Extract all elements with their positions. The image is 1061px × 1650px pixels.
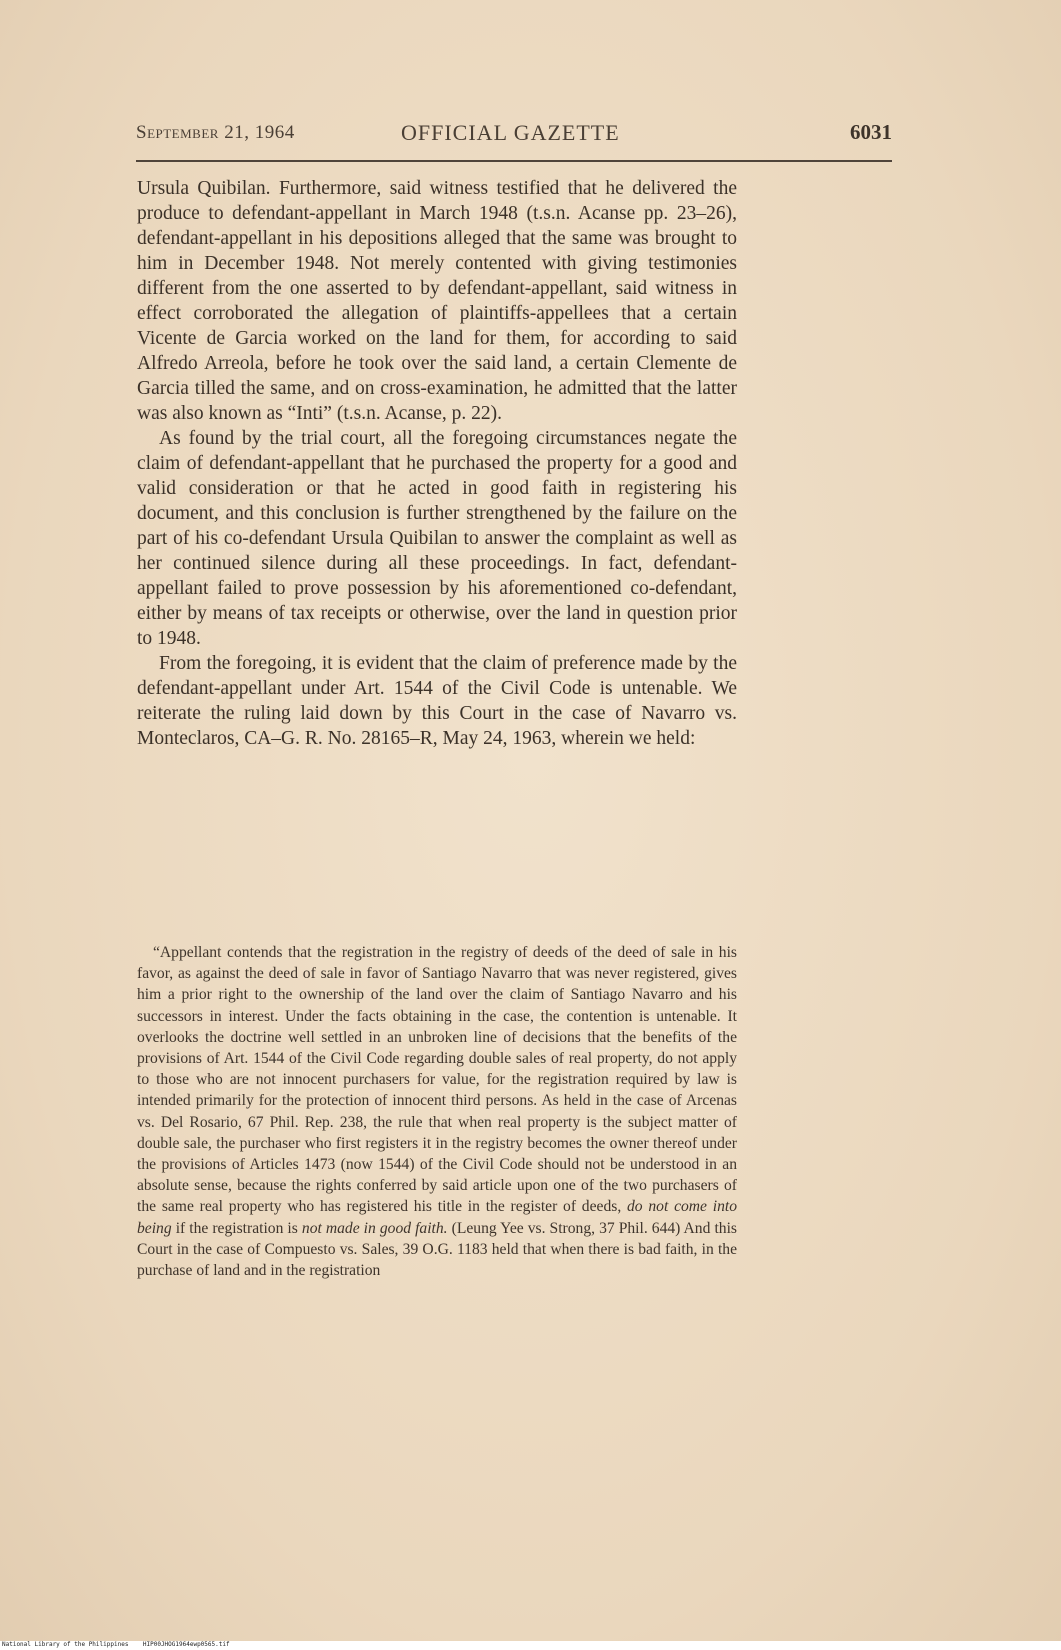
header-rule bbox=[136, 160, 892, 162]
paragraph-2: As found by the trial court, all the foregoing circumstances negate the claim of defendant-appellant that he purchased the property for a good and valid consideration or that he acted in good faith in registering his document, and this conclusion is further strengthened by the failure on the part of his co-defendant Ursula Quibilan to answer the complaint as well as her continued silence during all these proceedings. In fact, defendant-appellant failed to prove possession by his aforementioned co-defendant, either by means of tax receipts or otherwise, over the land in question prior to 1948. bbox=[137, 428, 737, 649]
quote-text-3: (Leung Yee vs. Strong, 37 Phil. 644) And this Court in the case of Compuesto vs. Sales, 39 O.G. 1183 held that when there is bad faith, in the purchase of land and in the registration bbox=[137, 1219, 737, 1280]
block-quote bbox=[137, 942, 737, 1281]
quote-italic-2: not made in good faith. bbox=[301, 1219, 448, 1237]
scan-footer-label: National Library of the Philippines HIP00JHOG1964ewp0565.tif bbox=[2, 1641, 230, 1648]
paragraph-3: From the foregoing, it is evident that the claim of preference made by the defendant-appellant under Art. 1544 of the Civil Code is untenable. We reiterate the ruling laid down by this Court in the case of Navarro vs. Monteclaros, CA–G. R. No. 28165–R, May 24, 1963, wherein we held: bbox=[137, 653, 737, 749]
quote-text-1: “Appellant contends that the registration in the registry of deeds of the deed of sale in his favor, as against the deed of sale in favor of Santiago Navarro that was never registered, gives him a prior right to the ownership of the land over the claim of Santiago Navarro and his successors in interest. Under the facts obtaining in the case, the contention is untenable. It overlooks the doctrine well settled in an unbroken line of decisions that the benefits of the provisions of Art. 1544 of the Civil Code regarding double sales of real property, do not apply to those who are not innocent purchasers for value, for the registration required by law is intended primarily for the protection of innocent third persons. As held in the case of Arcenas vs. Del Rosario, 67 Phil. Rep. 238, the rule that when real property is the subject matter of double sale, the purchaser who first registers it in the registry becomes the owner thereof under the provisions of Articles 1473 (now 1544) of the Civil Code should not be understood in an absolute sense, because the rights conferred by said article upon one of the two purchasers of the same real property who has registered his title in the register of deeds, bbox=[137, 944, 737, 1216]
quote-italic-1: do not come into being bbox=[137, 1198, 737, 1237]
header-date: September 21, 1964 bbox=[136, 122, 295, 143]
quote-text-2: if the registration is bbox=[175, 1219, 298, 1237]
paragraph-1: Ursula Quibilan. Furthermore, said witness testified that he delivered the produce to defendant-appellant in March 1948 (t.s.n. Acanse pp. 23–26), defendant-appellant in his depositions alleged that the same was brought to him in December 1948. Not merely contented with giving testimonies different from the one asserted to by defendant-appellant, said witness in effect corroborated the allegation of plaintiffs-appellees that a certain Vicente de Garcia worked on the land for them, for according to said Alfredo Arreola, before he took over the said land, a certain Clemente de Garcia tilled the same, and on cross-examination, he admitted that the latter was also known as “Inti” (t.s.n. Acanse, p. 22). bbox=[137, 178, 737, 424]
quote-paragraph bbox=[137, 942, 737, 1281]
main-text bbox=[137, 176, 737, 751]
page-header bbox=[136, 120, 892, 156]
header-page-number: 6031 bbox=[850, 120, 892, 144]
header-title: OFFICIAL GAZETTE bbox=[401, 120, 620, 145]
